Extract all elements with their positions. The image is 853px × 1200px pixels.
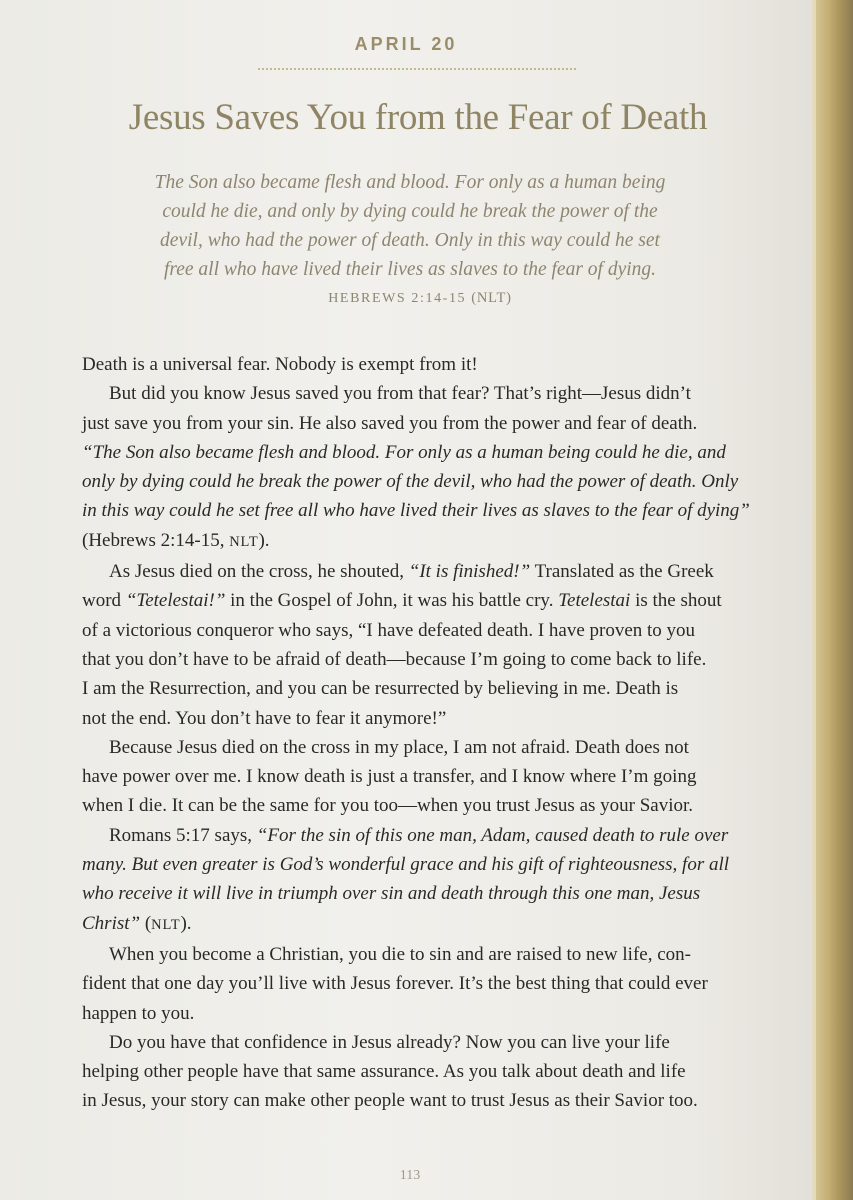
body-line: fident that one day you’ll live with Jesus forever. It’s the best thing that could ever (82, 973, 708, 995)
body-line (82, 438, 762, 467)
greek-word: Tetelestai (558, 590, 631, 612)
verse-reference (280, 290, 560, 307)
devotional-body (82, 350, 762, 1116)
page-number: 113 (399, 1168, 421, 1183)
body-text: Romans 5:17 says, (109, 824, 257, 846)
book-edge (812, 0, 853, 1200)
scripture-quote: many. But even greater is God’s wonderful grace and his gift of righteousness, for all (82, 854, 730, 876)
body-line: Do you have that confidence in Jesus already? Now you can live your life (109, 1031, 670, 1053)
scripture-quote: “It is finished!” (408, 561, 531, 583)
scripture-quote: “The Son also became flesh and blood. For only as a human being could he die, and (82, 441, 726, 463)
body-line: helping other people have that same assurance. As you talk about death and life (82, 1061, 686, 1083)
body-line: But did you know Jesus saved you from that fear? That’s right—Jesus didn’t (109, 383, 691, 405)
body-line (82, 909, 762, 940)
body-line (82, 557, 762, 586)
devotional-date: APRIL 20 (354, 34, 458, 54)
body-text: Translated as the Greek (530, 561, 714, 583)
scripture-quote: in this way could he set free all who have lived their lives as slaves to the fear of dying” (82, 500, 750, 522)
verse-reference-text: HEBREWS 2:14-15 (328, 291, 467, 306)
body-line (82, 850, 762, 879)
body-line (82, 879, 762, 908)
verse-line: The Son also became flesh and blood. For only as a human being (154, 172, 666, 193)
body-line: when I die. It can be the same for you too—when you trust Jesus as your Savior. (82, 795, 694, 817)
body-line: just save you from your sin. He also saved you from the power and fear of death. (82, 412, 698, 434)
verse-line: free all who have lived their lives as slaves to the fear of dying. (163, 259, 657, 280)
verse-translation: (NLT) (471, 290, 512, 306)
citation: ( (140, 912, 152, 934)
verse-line: could he die, and only by dying could he break the power of the (162, 201, 658, 222)
body-line (82, 526, 762, 557)
scripture-quote: “For the sin of this one man, Adam, caused death to rule over (256, 824, 729, 846)
scripture-quote: Christ” (82, 912, 141, 934)
body-line (82, 467, 762, 496)
verse-line: devil, who had the power of death. Only in this way could he set (160, 230, 660, 251)
translation-abbrev: NLT (151, 916, 181, 933)
body-line: I am the Resurrection, and you can be resurrected by believing in me. Death is (82, 678, 679, 700)
page-title: Jesus Saves You from the Fear of Death (128, 97, 708, 138)
body-line: have power over me. I know death is just a transfer, and I know where I’m going (82, 766, 697, 788)
body-text: As Jesus died on the cross, he shouted, (109, 561, 409, 583)
scripture-quote: who receive it will live in triumph over sin and death through this one man, Jesus (82, 883, 701, 905)
citation-end: ). (180, 912, 192, 934)
body-line: Because Jesus died on the cross in my place, I am not afraid. Death does not (109, 736, 689, 758)
body-line: Death is a universal fear. Nobody is exempt from it! (82, 354, 478, 375)
citation: (Hebrews 2:14-15, (82, 529, 230, 551)
body-line: happen to you. (82, 1002, 195, 1024)
body-text: word (82, 590, 126, 612)
dotted-divider (258, 68, 576, 70)
body-line: of a victorious conqueror who says, “I have defeated death. I have proven to you (82, 619, 696, 641)
body-text: in the Gospel of John, it was his battle cry. (225, 590, 559, 612)
scripture-quote: only by dying could he break the power of the devil, who had the power of death. Only (82, 471, 739, 493)
key-verse (120, 168, 700, 284)
citation-end: ). (258, 529, 270, 551)
body-line: that you don’t have to be afraid of death—because I’m going to come back to life. (82, 648, 707, 670)
body-line: When you become a Christian, you die to sin and are raised to new life, con- (109, 943, 691, 965)
body-line (82, 496, 762, 525)
body-text: is the shout (630, 590, 722, 612)
greek-word: “Tetelestai!” (125, 590, 226, 612)
body-line: not the end. You don’t have to fear it anymore!” (82, 707, 447, 729)
body-line (82, 821, 762, 850)
translation-abbrev: NLT (229, 533, 259, 550)
body-line (82, 586, 762, 615)
body-line: in Jesus, your story can make other people want to trust Jesus as their Savior too. (82, 1090, 698, 1112)
